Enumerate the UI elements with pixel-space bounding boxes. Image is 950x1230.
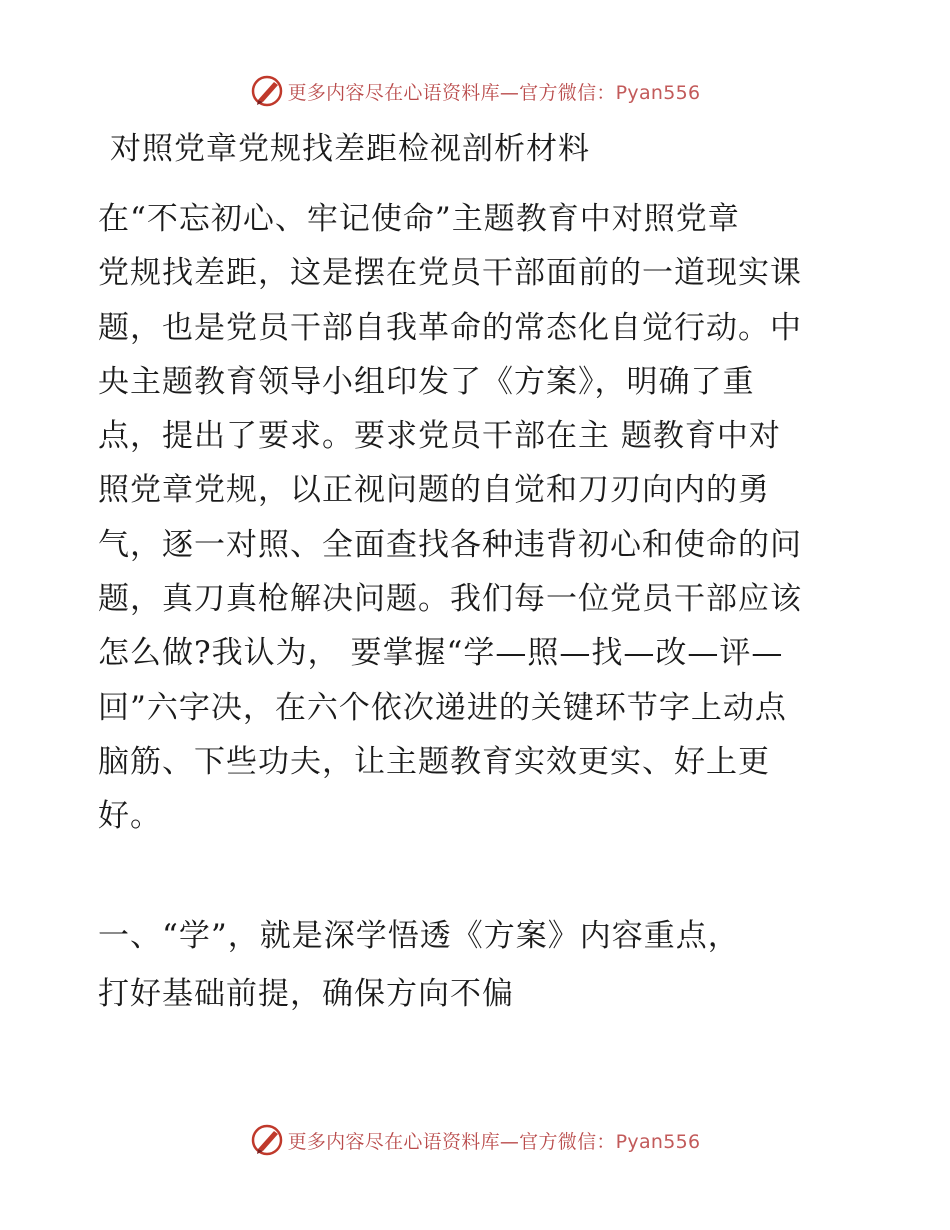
- body-paragraph: [98, 192, 853, 844]
- paragraph-line: 回”六字决，在六个依次递进的关键环节字上动点: [98, 689, 787, 726]
- paragraph-line: 怎么做?我认为， 要掌握“学—照—找—改—评—: [98, 635, 784, 672]
- paragraph-line: 央主题教育领导小组印发了《方案》，明确了重: [98, 363, 755, 400]
- watermark-text: 更多内容尽在心语资料库—官方微信：Pyan556: [287, 81, 701, 104]
- paragraph-line: 好。: [98, 798, 162, 835]
- paragraph-line: 党规找差距，这是摆在党员干部面前的一道现实课: [98, 255, 802, 292]
- heading-line: 打好基础前提，确保方向不偏: [98, 976, 514, 1012]
- paragraph-line: 点，提出了要求。要求党员干部在主 题教育中对: [98, 418, 781, 455]
- paragraph-line: 在“不忘初心、牢记使命”主题教育中对照党章: [98, 201, 740, 237]
- footer-watermark: [0, 1120, 950, 1160]
- watermark-contact: Pyan556: [615, 1130, 701, 1153]
- heading-line: 一、“学”，就是深学悟透《方案》内容重点，: [98, 918, 740, 954]
- red-pen-circle-logo-icon: [250, 1123, 284, 1157]
- watermark-contact: Pyan556: [615, 81, 701, 104]
- paragraph-line: 题，也是党员干部自我革命的常态化自觉行动。中: [98, 309, 802, 346]
- paragraph-line: 气，逐一对照、全面查找各种违背初心和使命的问: [98, 526, 802, 563]
- document-title: 对照党章党规找差距检视剖析材料: [110, 131, 590, 167]
- paragraph-line: 脑筋、下些功夫，让主题教育实效更实、好上更: [98, 743, 770, 780]
- red-pen-circle-logo-icon: [250, 74, 284, 108]
- watermark-text: 更多内容尽在心语资料库—官方微信：Pyan556: [287, 1130, 701, 1153]
- paragraph-line: 照党章党规，以正视问题的自觉和刀刃向内的勇: [98, 472, 770, 509]
- section-heading: [98, 907, 853, 1023]
- header-watermark: [0, 71, 950, 111]
- paragraph-line: 题，真刀真枪解决问题。我们每一位党员干部应该: [98, 581, 802, 618]
